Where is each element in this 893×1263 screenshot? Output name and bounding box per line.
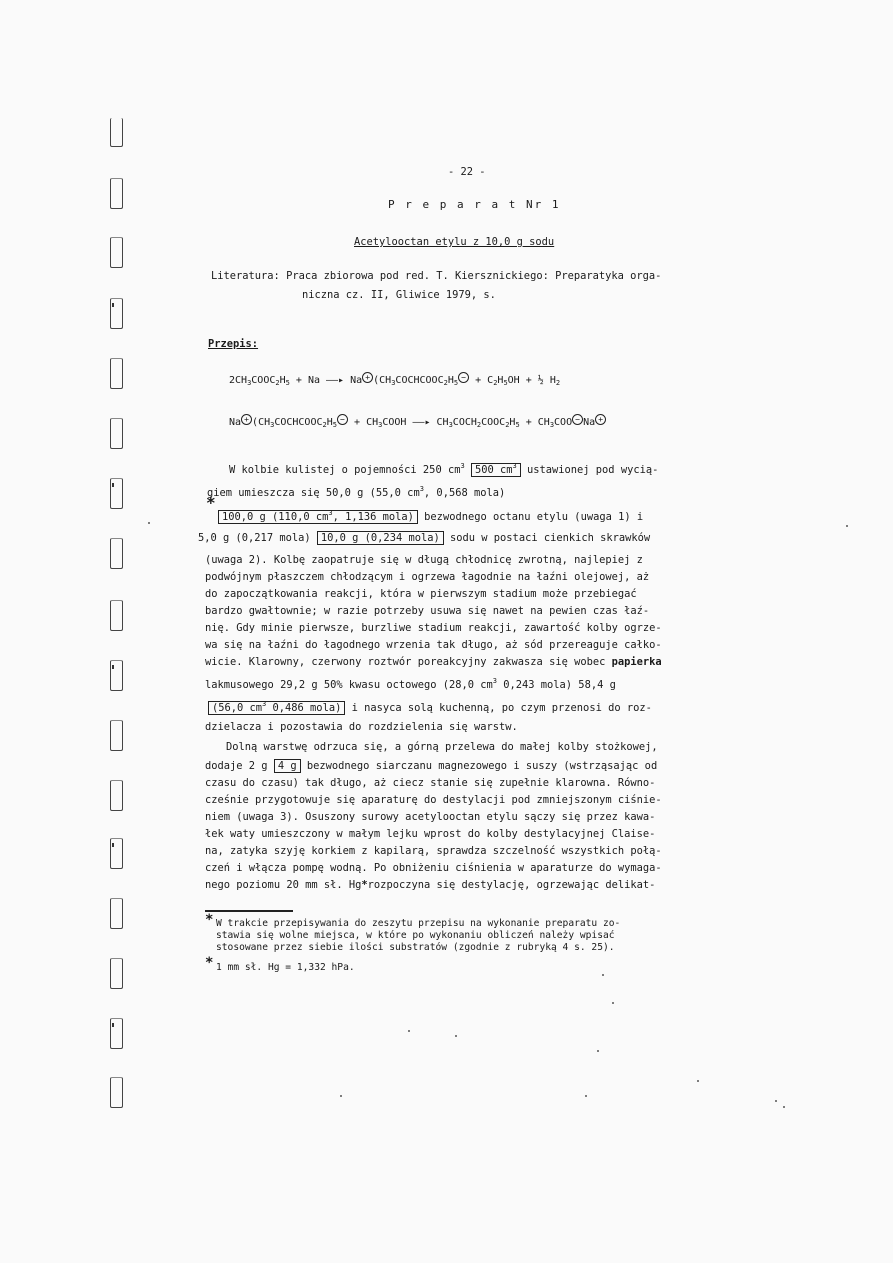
body-line: (uwaga 2). Kolbę zaopatruje się w długą chłodnicę zwrotną, najlepiej z (205, 554, 643, 566)
footnote-marker: * (206, 493, 216, 512)
binder-hole (110, 237, 123, 268)
body-line: dzielacza i pozostawia do rozdzielenia się warstw. (205, 721, 518, 733)
page-title: Acetylooctan etylu z 10,0 g sodu (354, 236, 555, 248)
scan-speck (846, 525, 848, 527)
binder-hole (110, 1077, 123, 1108)
binder-hole (110, 178, 123, 209)
literature-line2: niczna cz. II, Gliwice 1979, s. (302, 289, 496, 301)
binder-hole (110, 838, 123, 869)
corrected-value-box: 10,0 g (0,234 mola) (317, 531, 444, 545)
corrected-value-box: 4 g (274, 759, 301, 773)
page-number: - 22 - (448, 166, 486, 178)
binder-hole (110, 118, 123, 147)
body-line: W kolbie kulistej o pojemności 250 $cm^3$ 500 $cm^3$ ustawionej pod wycią- (229, 462, 659, 476)
scan-speck (697, 1080, 699, 1082)
body-line: wa się na łaźni do łagodnego wrzenia tak długo, aż sód przereaguje całko- (205, 639, 662, 651)
body-line: niem (uwaga 3). Osuszony surowy acetylooctan etylu sączy się przez kawa- (205, 811, 656, 823)
scan-speck (602, 974, 604, 976)
recipe-heading: Przepis: (208, 338, 259, 350)
scan-speck (775, 1100, 777, 1102)
binder-hole (110, 418, 123, 449)
scan-speck (783, 1106, 785, 1108)
scan-speck (612, 1002, 614, 1004)
body-line: Dolną warstwę odrzuca się, a górną przelewa do małej kolby stożkowej, (226, 741, 658, 753)
body-line: 5,0 g (0,217 mola) 10,0 g (0,234 mola) sodu w postaci cienkich skrawków (198, 532, 651, 544)
footnote-line: 1 mm sł. Hg = 1,332 hPa. (216, 962, 355, 973)
body-line: podwójnym płaszczem chłodzącym i ogrzewa łagodnie na łaźni olejowej, aż (205, 571, 650, 583)
body-line: czasu do czasu) tak długo, aż ciecz stanie się zupełnie klarowna. Równo- (205, 777, 656, 789)
reaction-1: $2CH_3COOC_2H_5 + Na$ ——▸ $Na + (CH_3COCHCOOC_2H_5- + C_2H_5OH$ + ½ $H_2$ (229, 373, 561, 387)
scan-speck (585, 1095, 587, 1097)
body-line: na, zatyka szyję korkiem z kapilarą, sprawdza szczelność wszystkich połą- (205, 845, 662, 857)
reaction-2: $Na + (CH_3COCHCOOC_2H_5-$ + $CH_3COOH$ ——▸ $CH_3COCH_2COOC_2H_5 + CH_3COO - Na$ + (229, 414, 606, 429)
body-line: 100,0 g (110,0 $cm^3$, 1,136 mola) bezwodnego octanu etylu (uwaga 1) i (218, 505, 643, 526)
body-line: lakmusowego 29,2 g 50% kwasu octowego (28,0 $cm^3$ 0,243 mola) 58,4 g (205, 677, 616, 691)
literature-label: Literatura: (211, 270, 280, 282)
footnote-line: stawia się wolne miejsca, w które po wykonaniu obliczeń należy wpisać (216, 930, 615, 941)
binder-hole (110, 958, 123, 989)
binder-hole (110, 660, 123, 691)
body-line: nego poziomu 20 mm sł. Hg*rozpoczyna się destylację, ogrzewając delikat- (205, 879, 656, 891)
body-line: (56,0 $cm^3$ 0,486 mola) i nasyca solą kuchenną, po czym przenosi do roz- (208, 696, 652, 717)
binder-hole (110, 478, 123, 509)
body-line: dodaje 2 g 4 g bezwodnego siarczanu magnezowego i suszy (wstrząsając od (205, 760, 658, 772)
binder-hole (110, 720, 123, 751)
binder-hole (110, 898, 123, 929)
scan-speck (408, 1030, 410, 1032)
binder-hole (110, 780, 123, 811)
preparation-number: P r e p a r a t Nr 1 (388, 198, 561, 211)
body-line: nię. Gdy minie pierwsze, burzliwe stadium reakcji, zawartość kolby ogrze- (205, 622, 662, 634)
footnote-marker: * (205, 912, 214, 928)
body-line: do zapoczątkowania reakcji, która w pierwszym stadium może przebiegać (205, 588, 637, 600)
corrected-value-box: (56,0 $cm^3$ 0,486 mola) (208, 701, 345, 715)
binder-hole (110, 1018, 123, 1049)
scan-speck (455, 1035, 457, 1037)
body-line: czeń i włącza pompę wodną. Po obniżeniu ciśnienia w aparaturze do wymaga- (205, 862, 662, 874)
footnote-separator (205, 910, 293, 912)
body-line: wicie. Klarowny, czerwony roztwór poreakcyjny zakwasza się wobec papierka (205, 656, 662, 668)
scan-speck (597, 1050, 599, 1052)
binder-hole (110, 358, 123, 389)
body-line: bardzo gwałtownie; w razie potrzeby usuwa się nawet na pewien czas łaź- (205, 605, 650, 617)
literature (211, 268, 661, 285)
body-line: giem umieszcza się 50,0 g (55,0 $cm^3$, 0,568 mola) (207, 485, 506, 499)
body-line: łek waty umieszczony w małym lejku wprost do kolby destylacyjnej Claise- (205, 828, 656, 840)
scan-speck (148, 522, 150, 524)
footnote-marker: * (205, 955, 214, 971)
binder-hole (110, 298, 123, 329)
literature-line1: Praca zbiorowa pod red. T. Kiersznickiego: Preparatyka orga- (286, 270, 662, 282)
corrected-value-box: 100,0 g (110,0 $cm^3$, 1,136 mola) (218, 510, 418, 524)
corrected-value-box: 500 $cm^3$ (471, 463, 521, 477)
scan-speck (340, 1095, 342, 1097)
footnote-line: W trakcie przepisywania do zeszytu przepisu na wykonanie preparatu zo- (216, 918, 621, 929)
footnote-line: stosowane przez siebie ilości substratów (zgodnie z rubryką 4 s. 25). (216, 942, 615, 953)
binder-hole (110, 538, 123, 569)
binder-hole (110, 600, 123, 631)
body-line: cześnie przygotowuje się aparaturę do destylacji pod zmniejszonym ciśnie- (205, 794, 662, 806)
